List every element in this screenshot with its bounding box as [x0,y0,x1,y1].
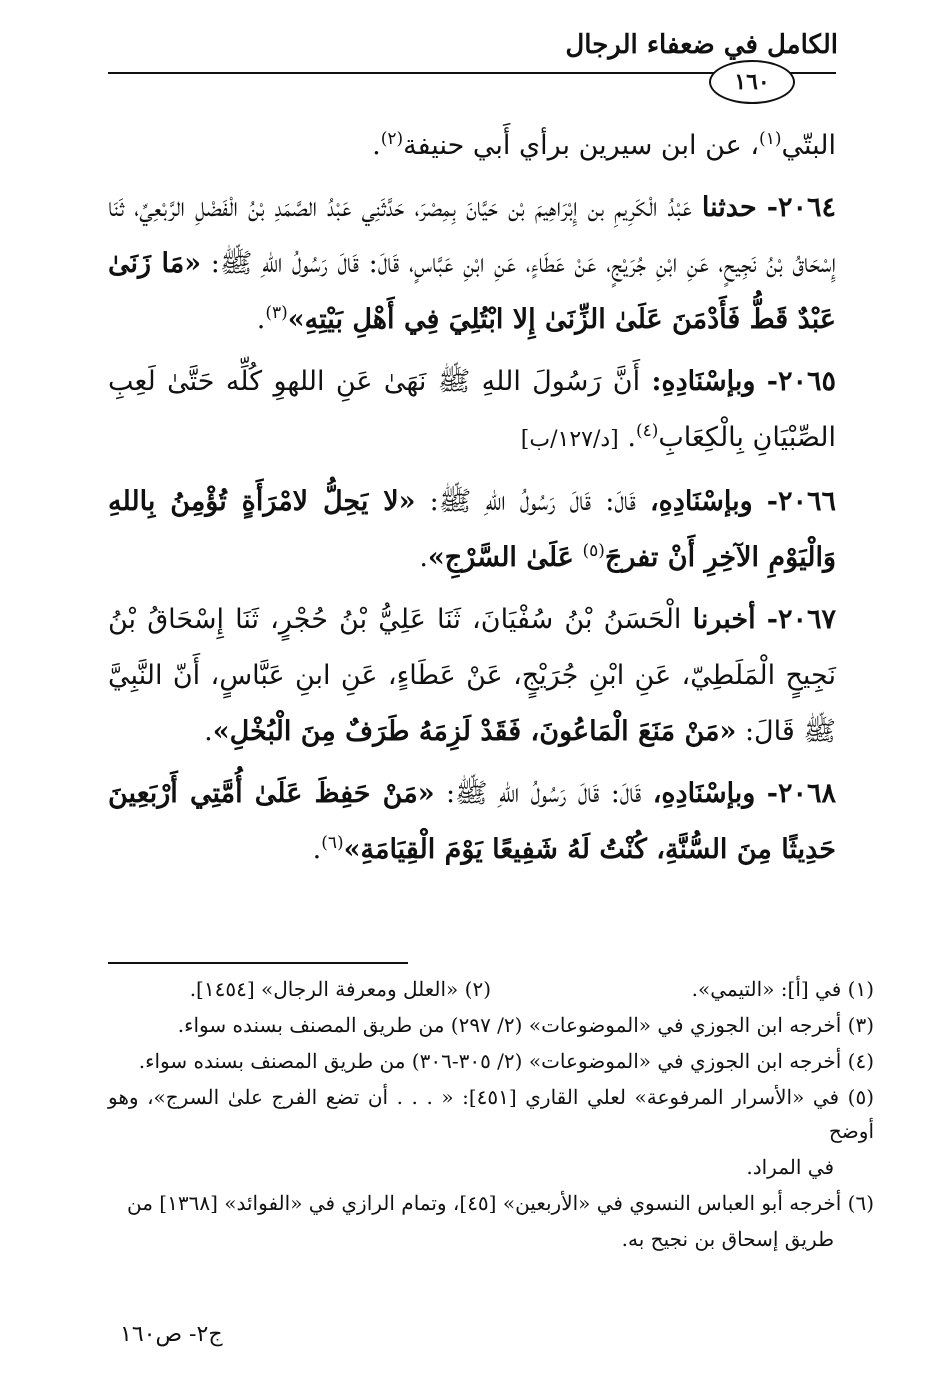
hadith-number: ٢٠٦٥- [766,366,836,397]
matn: «مَنْ مَنَعَ الْمَاعُونَ، فَقَدْ لَزِمَهُ طَرَفٌ مِنَ الْبُخْلِ» [212,716,737,747]
hadith-2065: ٢٠٦٥- وبإسْنَادِهِ: أَنَّ رَسُولَ اللهِ ﷺ نَهَىٰ عَنِ اللهوِ كُلِّه حَتَّىٰ لَعِبِ الصِّبْيَانِ بِالْكِعَابِ$^{(٤)}$. [د/١٢٧/ب] [108,366,836,453]
footnote-5-continuation: في المراد. [746,1155,834,1179]
hadith-2066: ٢٠٦٦- وبإسْنَادِهِ، قَالَ: قَالَ رَسُولُ اللهِ ﷺ: «لا يَحِلُّ لامْرَأَةٍ تُؤْمِنُ بِاللهِ وَالْيَوْمِ الآخِرِ أَنْ تفرجَ$^{(٥)}$ عَلَىٰ السَّرْجِ». [108,486,836,573]
matn: «مَا زَنَىٰ عَبْدٌ قَطُّ فَأَدْمَنَ عَلَىٰ الزِّنَىٰ إِلا ابْتُلِيَ فِي أَهْلِ بَيْتِهِ» [108,248,836,335]
hadith-2067: ٢٠٦٧- أخبرنا الْحَسَنُ بْنُ سُفْيَانَ، ثَنَا عَلِيُّ بْنُ حُجْرٍ، ثَنَا إِسْحَاقُ بْنُ نَجِيحٍ الْمَلَطِيّ، عَنِ ابْنِ جُرَيْجٍ، عَنْ عَطَاءٍ، عَنِ ابنِ عَبَّاسٍ، أَنّ النَّبِيَّ ﷺ قَالَ: «مَنْ مَنَعَ الْمَاعُونَ، فَقَدْ لَزِمَهُ طَرَفٌ مِنَ الْبُخْلِ». [108,604,836,747]
opening-paragraph: البتّي$^{(١)}$، عن ابن سيرين برأي أَبي حنيفة$^{(٢)}$. [372,129,836,161]
transmission-term: وبإسْنَادِهِ، [649,486,753,517]
hadith-number: ٢٠٦٧- [766,604,836,635]
isnad: الْحَسَنُ بْنُ سُفْيَانَ، ثَنَا عَلِيُّ بْنُ حُجْرٍ، ثَنَا إِسْحَاقُ بْنُ نَجِيحٍ الْمَلَطِيّ، عَنِ ابْنِ جُرَيْجٍ، عَنْ عَطَاءٍ، عَنِ ابنِ عَبَّاسٍ، أَنّ النَّبِيَّ ﷺ قَالَ: [108,604,836,747]
running-header-title: الكامل في ضعفاء الرجال [565,30,838,60]
isnad: عَبْدُ الْكَرِيمِ بن إِبْرَاهِيمَ بْن حَيَّانَ بِمِصْرَ، حَدَّثَنِي عَبْدُ الصَّمَدِ بْنُ الْفَضْلِ الرَّبْعِيِّ، ثَنَا إِسْحَاقُ بْنُ نَجِيحٍ، عَنِ ابْنِ جُرَيْجٍ، عَنْ عَطَاءٍ، عَنِ ابْنِ عَبَّاسٍ، قَالَ: قَالَ رَسُولُ اللهِ ﷺ: [108,192,836,279]
main-text [108,118,836,884]
footnote-row [108,972,874,1006]
manuscript-folio-ref: [د/١٢٧/ب] [520,427,619,452]
footnote-5: (٥) في «الأسرار المرفوعة» لعلي القاري [٤٥١]: « . . . أن تضع الفرج علىٰ السرج»، وهو أوضح [108,1085,874,1143]
footnote-6: (٦) أخرجه أبو العباس النسوي في «الأربعين» [٤٥]، وتمام الرازي في «الفوائد» [١٣٦٨] من [127,1191,874,1215]
hadith-number: ٢٠٦٦- [766,486,836,517]
transmission-term: حدثنا [701,192,757,223]
transmission-term: أخبرنا [692,604,756,635]
matn: عَلَىٰ السَّرْجِ» [427,542,574,573]
footnote-separator [108,962,408,964]
footnote-ref: (٢) [380,129,404,149]
isnad: قَالَ: قَالَ رَسُولُ اللهِ ﷺ: [445,778,642,809]
footnote-ref: (٤) [635,421,659,441]
footnote-ref: (١) [759,129,782,149]
footnote-ref: (٦) [321,833,344,853]
hadith-2064: ٢٠٦٤- حدثنا عَبْدُ الْكَرِيمِ بن إِبْرَاهِيمَ بْن حَيَّانَ بِمِصْرَ، حَدَّثَنِي عَبْدُ الصَّمَدِ بْنُ الْفَضْلِ الرَّبْعِيِّ، ثَنَا إِسْحَاقُ بْنُ نَجِيحٍ، عَنِ ابْنِ جُرَيْجٍ، عَنْ عَطَاءٍ، عَنِ ابْنِ عَبَّاسٍ، قَالَ: قَالَ رَسُولُ اللهِ ﷺ: «مَا زَنَىٰ عَبْدٌ قَطُّ فَأَدْمَنَ عَلَىٰ الزِّنَىٰ إِلا ابْتُلِيَ فِي أَهْلِ بَيْتِهِ»$^{(٣)}$. [108,192,836,335]
transmission-term: وبإسْنَادِهِ: [651,366,756,397]
hadith-number: ٢٠٦٤- [766,192,836,223]
footnote-4: (٤) أخرجه ابن الجوزي في «الموضوعات» (٢/ ٣٠٥-٣٠٦) من طريق المصنف بسنده سواء. [138,1049,874,1073]
footnotes [108,972,874,1258]
footnote-1: (١) في [أ]: «التيمي». [691,977,874,1001]
matn: «مَنْ حَفِظَ عَلَىٰ أُمَّتِي أَرْبَعِينَ حَدِيثًا مِنَ السُّنَّةِ، كُنْتُ لَهُ شَفِيعًا يَوْمَ الْقِيَامَةِ» [108,778,836,865]
page-number-badge [709,60,795,104]
footnote-3: (٣) أخرجه ابن الجوزي في «الموضوعات» (٢/ ٢٩٧) من طريق المصنف بسنده سواء. [177,1013,874,1037]
volume-page-reference: ج٢- ص١٦٠ [120,1322,223,1347]
footnote-6-continuation: طريق إسحاق بن نجيح به. [621,1227,834,1251]
page-number: ١٦٠ [734,69,770,95]
matn: «لا يَحِلُّ لامْرَأَةٍ تُؤْمِنُ بِاللهِ وَالْيَوْمِ الآخِرِ أَنْ تفرجَ [108,486,836,573]
hadith-number: ٢٠٦٨- [766,778,836,809]
hadith-text: أَنَّ رَسُولَ اللهِ ﷺ نَهَىٰ عَنِ اللهوِ كُلِّه حَتَّىٰ لَعِبِ الصِّبْيَانِ بِالْكِعَابِ [108,366,836,453]
isnad: قَالَ: قَالَ رَسُولُ اللهِ ﷺ: [429,486,636,517]
transmission-term: وبإسْنَادِهِ، [652,778,756,809]
footnote-2: (٢) «العلل ومعرفة الرجال» [١٤٥٤]. [189,977,491,1001]
hadith-2068: ٢٠٦٨- وبإسْنَادِهِ، قَالَ: قَالَ رَسُولُ اللهِ ﷺ: «مَنْ حَفِظَ عَلَىٰ أُمَّتِي أَرْبَعِينَ حَدِيثًا مِنَ السُّنَّةِ، كُنْتُ لَهُ شَفِيعًا يَوْمَ الْقِيَامَةِ»$^{(٦)}$. [108,778,836,865]
footnote-ref: (٥) [582,541,605,561]
footnote-ref: (٣) [265,303,288,323]
